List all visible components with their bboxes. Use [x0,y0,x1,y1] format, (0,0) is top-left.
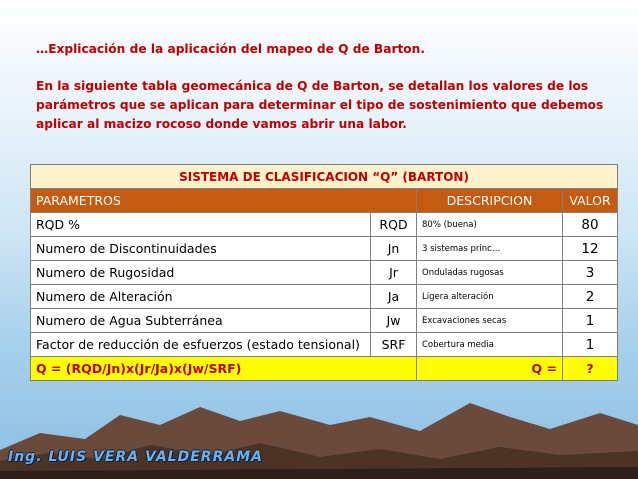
q-label: Q = [417,357,563,381]
table-row-ja [31,285,618,309]
param-cell: Numero de Discontinuidades [31,237,371,261]
symbol-cell: Ja [371,285,417,309]
value-cell: 12 [563,237,618,261]
symbol-cell: Jw [371,309,417,333]
table-row-srf [31,333,618,357]
intro-paragraph: En la siguiente tabla geomecánica de Q de Barton, se detallan los valores de los parámetros que se aplican para determinar el tipo de sostenimiento que debemos aplicar al macizo rocoso donde vamos abrir una labor. [36,79,604,131]
header-descripcion: DESCRIPCION [417,189,563,213]
header-parametros: PARAMETROS [31,189,417,213]
table-header-row [31,189,618,213]
param-cell: Numero de Alteración [31,285,371,309]
table-row-rqd [31,213,618,237]
description-cell: Excavaciones secas [417,309,563,333]
table-title-row [31,165,618,189]
symbol-cell: RQD [371,213,417,237]
value-cell: 3 [563,261,618,285]
formula-row [31,357,618,381]
header-valor: VALOR [563,189,618,213]
barton-q-table [30,164,618,381]
intro-spacer [36,59,606,77]
table-row-jw [31,309,618,333]
param-cell: Factor de reducción de esfuerzos (estado tensional) [31,333,371,357]
symbol-cell: SRF [371,333,417,357]
description-cell: Ligera alteración [417,285,563,309]
param-cell: Numero de Rugosidad [31,261,371,285]
description-cell: 3 sistemas princ… [417,237,563,261]
param-cell: RQD % [31,213,371,237]
q-value: ? [563,357,618,381]
description-cell: Cobertura media [417,333,563,357]
formula-text: Q = (RQD/Jn)x(Jr/Ja)x(Jw/SRF) [31,357,417,381]
table-row-jr [31,261,618,285]
mountain-landscape [0,395,638,479]
symbol-cell: Jr [371,261,417,285]
value-cell: 80 [563,213,618,237]
table-row-jn [31,237,618,261]
value-cell: 1 [563,333,618,357]
intro-text [36,40,606,134]
description-cell: Onduladas rugosas [417,261,563,285]
author-signature: Ing. LUIS VERA VALDERRAMA [8,449,263,465]
intro-line: …Explicación de la aplicación del mapeo de Q de Barton. [36,42,425,56]
value-cell: 1 [563,309,618,333]
value-cell: 2 [563,285,618,309]
symbol-cell: Jn [371,237,417,261]
table-title: SISTEMA DE CLASIFICACION “Q” (BARTON) [31,165,618,189]
description-cell: 80% (buena) [417,213,563,237]
param-cell: Numero de Agua Subterránea [31,309,371,333]
